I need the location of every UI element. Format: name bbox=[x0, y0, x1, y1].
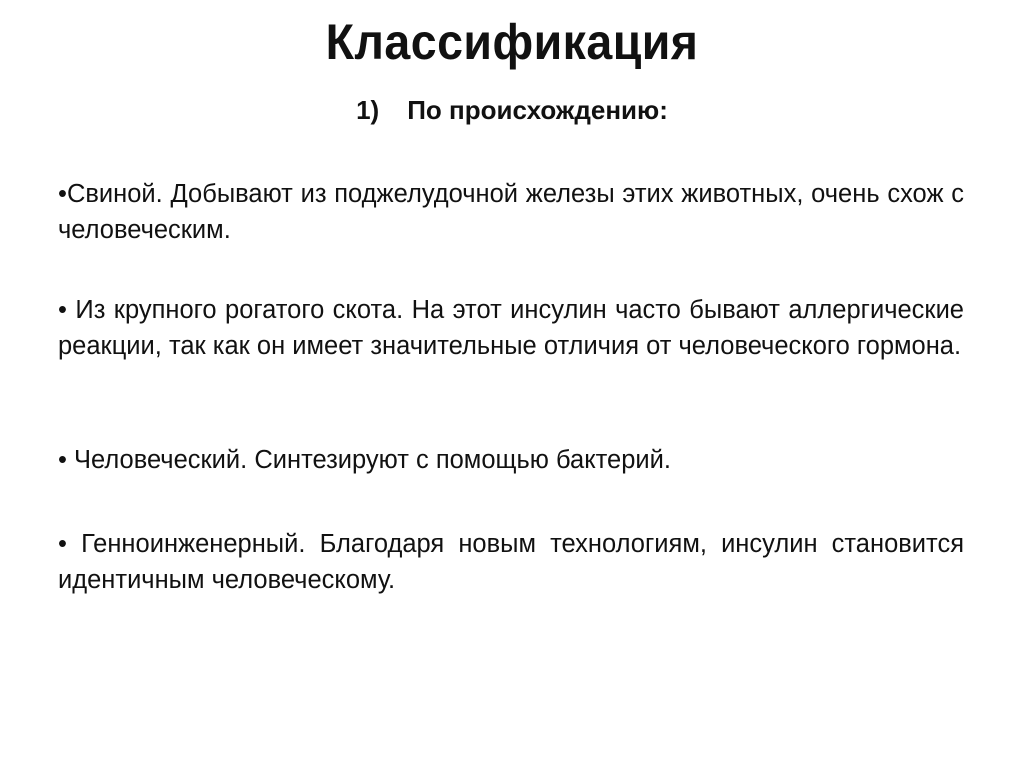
bullet-mark: • bbox=[58, 180, 67, 208]
subtitle-number: 1) bbox=[356, 95, 380, 125]
bullet-text: Человеческий. Синтезируют с помощью бактерий. bbox=[74, 446, 671, 474]
bullet-item bbox=[58, 292, 964, 364]
bullet-item bbox=[58, 442, 964, 478]
bullet-item bbox=[58, 526, 964, 598]
bullet-item bbox=[58, 176, 964, 248]
bullet-mark: • bbox=[58, 530, 82, 558]
bullet-text: Из крупного рогатого скота. На этот инсулин часто бывают аллергические реакции, так как он имеет значительные отличия от человеческого гормона. bbox=[58, 296, 964, 360]
bullet-mark: • bbox=[58, 446, 75, 474]
slide-title: Классификация bbox=[325, 14, 699, 70]
slide-subtitle bbox=[0, 93, 1024, 127]
subtitle-text: По происхождению: bbox=[407, 95, 668, 125]
bullet-text: Генноинженерный. Благодаря новым технологиям, инсулин становится идентичным человеческому. bbox=[58, 530, 964, 594]
bullet-text: Свиной. Добывают из поджелудочной железы этих животных, очень схож с человеческим. bbox=[58, 180, 964, 244]
bullet-mark: • bbox=[58, 296, 76, 324]
